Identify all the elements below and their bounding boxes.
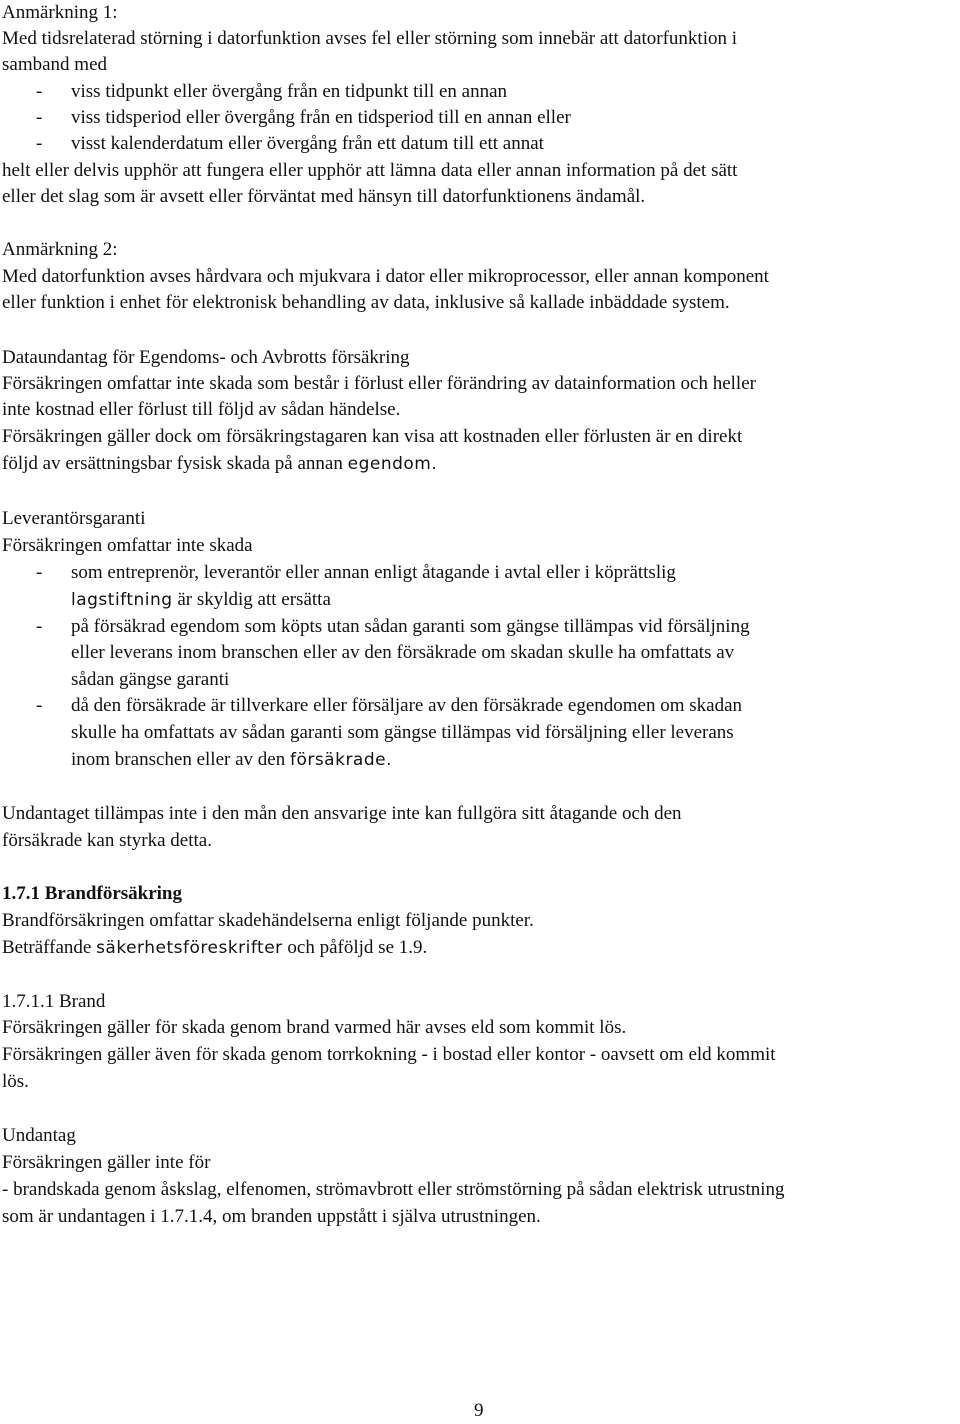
supplier-note-line2: försäkrade kan styrka detta. bbox=[2, 830, 212, 851]
anm2-line2: eller funktion i enhet för elektronisk behandling av data, inklusive så kallade inbäddade system. bbox=[2, 292, 730, 313]
data-exception-p1-line2: inte kostnad eller förlust till följd av sådan händelse. bbox=[2, 399, 401, 420]
supplier-bullet1-line1: som entreprenör, leverantör eller annan enligt åtagande i avtal eller i köprättslig bbox=[71, 562, 676, 583]
data-exception-p2-line2: följd av ersättningsbar fysisk skada på annan egendom. bbox=[2, 453, 438, 474]
exception-line3: som är undantagen i 1.7.1.4, om branden uppstått i själva utrustningen. bbox=[2, 1206, 541, 1227]
anm1-bullet-1: viss tidpunkt eller övergång från en tidpunkt till en annan bbox=[71, 81, 508, 102]
bullet-dash: - bbox=[36, 133, 43, 154]
anm1-tail-line2: eller det slag som är avsett eller förväntat med hänsyn till datorfunktionens ändamål. bbox=[2, 186, 646, 207]
anm2-line1: Med datorfunktion avses hårdvara och mjukvara i dator eller mikroprocessor, eller annan komponent bbox=[2, 266, 769, 287]
section-171-line1: Brandförsäkringen omfattar skadehändelserna enligt följande punkter. bbox=[2, 910, 534, 931]
supplier-bullet3-line1: då den försäkrade är tillverkare eller försäljare av den försäkrade egendomen om skadan bbox=[71, 695, 743, 716]
supplier-bullet3-line2: skulle ha omfattats av sådan garanti som gängse tillämpas vid försäljning eller leverans bbox=[71, 722, 734, 743]
supplier-intro: Försäkringen omfattar inte skada bbox=[2, 535, 253, 556]
exception-line1: Försäkringen gäller inte för bbox=[2, 1152, 211, 1173]
section-1711-line1: Försäkringen gäller för skada genom brand varmed här avses eld som kommit lös. bbox=[2, 1017, 627, 1038]
anm1-bullet-3: visst kalenderdatum eller övergång från ett datum till ett annat bbox=[71, 133, 544, 154]
anm1-bullet-2: viss tidsperiod eller övergång från en tidsperiod till en annan eller bbox=[71, 107, 571, 128]
section-number: 1.7.1 bbox=[2, 883, 40, 904]
exception-heading: Undantag bbox=[2, 1125, 76, 1146]
supplier-bullet1-line2: lagstiftning är skyldig att ersätta bbox=[71, 589, 331, 610]
supplier-bullet2-line3: sådan gängse garanti bbox=[71, 669, 230, 690]
supplier-bullet3-line3: inom branschen eller av den försäkrade. bbox=[71, 749, 393, 770]
anm1-intro-line2: samband med bbox=[2, 54, 108, 75]
anm1-tail-line1: helt eller delvis upphör att fungera eller upphör att lämna data eller annan information på det sätt bbox=[2, 160, 738, 181]
section-171-heading bbox=[2, 881, 182, 907]
section-1711-heading: 1.7.1.1 Brand bbox=[2, 991, 106, 1012]
data-exception-heading: Dataundantag för Egendoms- och Avbrotts försäkring bbox=[2, 347, 410, 368]
bullet-dash: - bbox=[36, 695, 43, 716]
supplier-heading: Leverantörsgaranti bbox=[2, 508, 146, 529]
section-1711-line2: Försäkringen gäller även för skada genom torrkokning - i bostad eller kontor - oavsett om eld kommit bbox=[2, 1044, 776, 1065]
supplier-bullet2-line1: på försäkrad egendom som köpts utan sådan garanti som gängse tillämpas vid försäljning bbox=[71, 616, 750, 637]
bullet-dash: - bbox=[36, 616, 43, 637]
anm1-heading: Anmärkning 1: bbox=[2, 2, 118, 23]
section-1711-line3: lös. bbox=[2, 1071, 29, 1092]
section-171-line2: Beträffande säkerhetsföreskrifter och påföljd se 1.9. bbox=[2, 937, 428, 958]
exception-line2: - brandskada genom åskslag, elfenomen, strömavbrott eller strömstörning på sådan elektrisk utrustning bbox=[2, 1179, 785, 1200]
bullet-dash: - bbox=[36, 107, 43, 128]
anm1-intro-line1: Med tidsrelaterad störning i datorfunktion avses fel eller störning som innebär att datorfunktion i bbox=[2, 28, 738, 49]
supplier-note-line1: Undantaget tillämpas inte i den mån den ansvarige inte kan fullgöra sitt åtagande och den bbox=[2, 803, 682, 824]
supplier-bullet2-line2: eller leverans inom branschen eller av den försäkrade om skadan skulle ha omfattats av bbox=[71, 642, 735, 663]
bullet-dash: - bbox=[36, 81, 43, 102]
anm2-heading: Anmärkning 2: bbox=[2, 239, 118, 260]
page-number: 9 bbox=[474, 1400, 484, 1421]
data-exception-p2-line1: Försäkringen gäller dock om försäkringstagaren kan visa att kostnaden eller förlusten är en direkt bbox=[2, 426, 743, 447]
section-title: Brandförsäkring bbox=[40, 883, 182, 904]
bullet-dash: - bbox=[36, 562, 43, 583]
data-exception-p1-line1: Försäkringen omfattar inte skada som består i förlust eller förändring av datainformation och heller bbox=[2, 373, 756, 394]
